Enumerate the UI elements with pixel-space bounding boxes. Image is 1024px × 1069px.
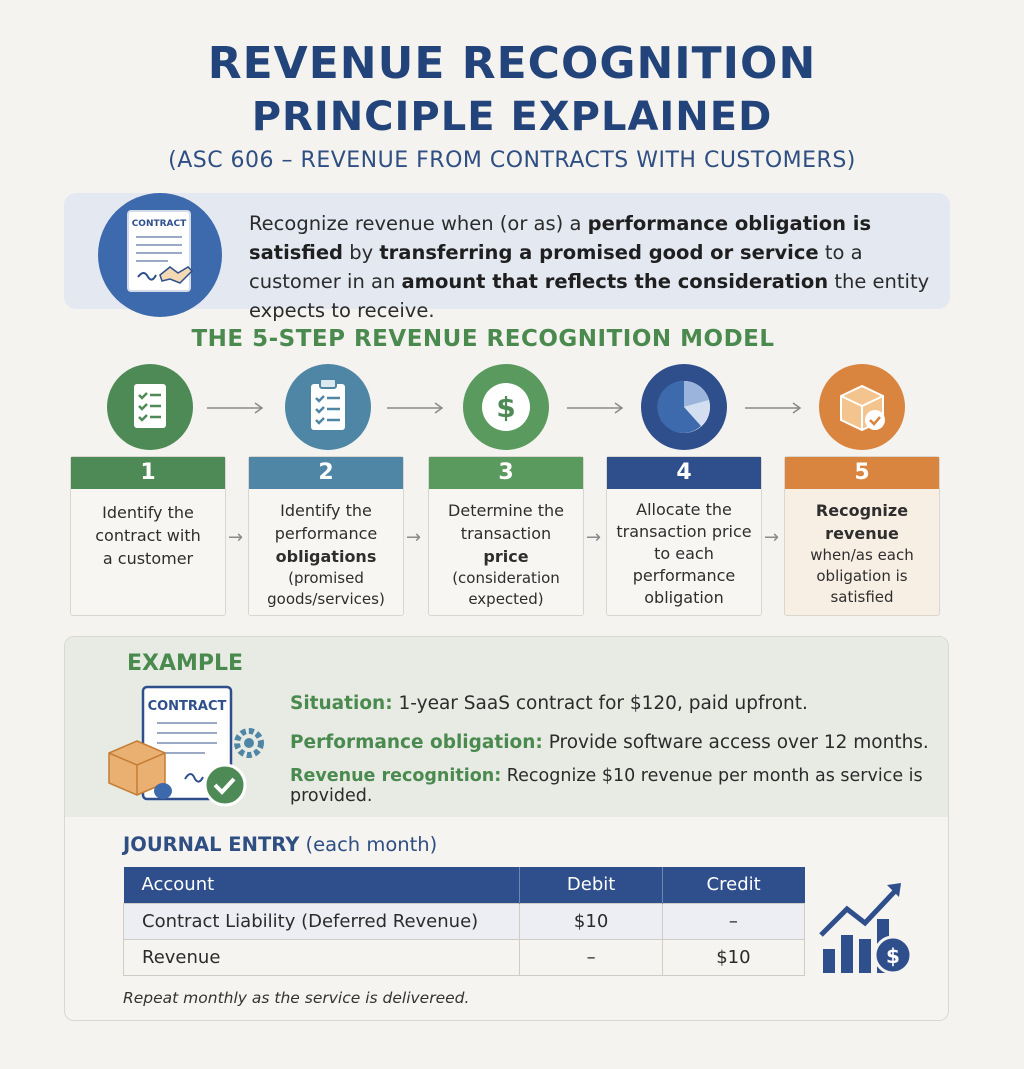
- clipboard-checklist-icon: [285, 364, 371, 450]
- step-number: 2: [249, 457, 403, 489]
- step-text: revenue: [825, 524, 899, 543]
- step-text: performance: [632, 566, 736, 585]
- svg-text:$: $: [886, 944, 900, 968]
- step-text: obligations: [275, 547, 377, 566]
- step-note: when/as each: [810, 546, 914, 564]
- arrow-right-icon: [385, 398, 445, 418]
- definition-box: [64, 193, 950, 322]
- credit-cell: –: [662, 903, 804, 939]
- step-text: Identify the: [280, 501, 372, 520]
- arrow-right-icon: →: [228, 527, 244, 548]
- checklist-icon: [107, 364, 193, 450]
- example-recognition: Revenue recognition: Recognize $10 revenue per month as service is provided.: [290, 766, 923, 806]
- step-text: transaction price: [616, 522, 752, 541]
- contract-handshake-icon: [98, 193, 222, 317]
- journal-entry-title: JOURNAL ENTRY (each month): [123, 833, 438, 856]
- step-card-3: [428, 456, 584, 616]
- journal-entry-table: [123, 867, 805, 976]
- step-text: Identify the: [102, 503, 194, 522]
- step-note: goods/services): [267, 590, 385, 608]
- page-title-line2: PRINCIPLE EXPLAINED: [251, 94, 773, 140]
- arrow-right-icon: [205, 398, 265, 418]
- box-check-icon: [819, 364, 905, 450]
- debit-cell: $10: [520, 903, 662, 939]
- pie-chart-icon: [641, 364, 727, 450]
- table-row: [124, 903, 805, 939]
- step-text: a customer: [102, 549, 194, 568]
- step-card-4: [606, 456, 762, 616]
- contract-label: CONTRACT: [147, 699, 227, 714]
- step-card-1: [70, 456, 226, 616]
- step-text: contract with: [95, 526, 201, 545]
- step-number: 4: [607, 457, 761, 489]
- page-title-line1: REVENUE RECOGNITION: [207, 38, 817, 89]
- arrow-right-icon: [743, 398, 803, 418]
- table-header-row: [124, 867, 805, 903]
- page-subtitle: (ASC 606 – REVENUE FROM CONTRACTS WITH CUSTOMERS): [168, 148, 856, 173]
- step-text: obligation: [644, 588, 724, 607]
- account-cell: Revenue: [124, 939, 520, 975]
- credit-cell: $10: [662, 939, 804, 975]
- step-note: satisfied: [830, 588, 894, 606]
- step-card-5: [784, 456, 940, 616]
- step-number: 5: [785, 457, 939, 489]
- growth-chart-dollar-icon: [817, 879, 927, 979]
- contract-box-gear-icon: [105, 681, 275, 811]
- arrow-right-icon: →: [586, 527, 602, 548]
- column-header-debit: Debit: [520, 867, 662, 903]
- step-card-2: [248, 456, 404, 616]
- example-box: [64, 636, 949, 1021]
- step-text: Recognize: [815, 501, 909, 520]
- table-row: [124, 939, 805, 975]
- arrow-right-icon: [565, 398, 625, 418]
- model-title: THE 5-STEP REVENUE RECOGNITION MODEL: [191, 326, 775, 352]
- column-header-account: Account: [124, 867, 520, 903]
- step-note: obligation is: [816, 567, 908, 585]
- account-cell: Contract Liability (Deferred Revenue): [124, 903, 520, 939]
- step-text: to each: [654, 544, 714, 563]
- example-title: EXAMPLE: [127, 651, 244, 676]
- step-text: price: [483, 547, 529, 566]
- svg-text:$: $: [496, 391, 516, 424]
- step-text: performance: [274, 524, 378, 543]
- column-header-credit: Credit: [662, 867, 804, 903]
- step-note: expected): [468, 590, 544, 608]
- dollar-coin-icon: [463, 364, 549, 450]
- debit-cell: –: [520, 939, 662, 975]
- step-text: Allocate the: [636, 500, 732, 519]
- step-number: 1: [71, 457, 225, 489]
- footnote: Repeat monthly as the service is delivereed.: [123, 989, 470, 1007]
- step-text: Determine the: [448, 501, 564, 520]
- step-text: transaction: [460, 524, 552, 543]
- arrow-right-icon: →: [764, 527, 780, 548]
- example-situation: Situation: 1-year SaaS contract for $120, paid upfront.: [290, 693, 808, 714]
- example-obligation: Performance obligation: Provide software access over 12 months.: [290, 732, 929, 753]
- definition-text: Recognize revenue when (or as) a performance obligation is satisfied by transferring a promised good or service to a customer in an amount that reflects the consideration the entity expects to receive.: [249, 212, 930, 322]
- step-number: 3: [429, 457, 583, 489]
- arrow-right-icon: →: [406, 527, 422, 548]
- step-note: (consideration: [452, 569, 560, 587]
- step-note: (promised: [288, 569, 364, 587]
- contract-icon-label: CONTRACT: [131, 219, 187, 229]
